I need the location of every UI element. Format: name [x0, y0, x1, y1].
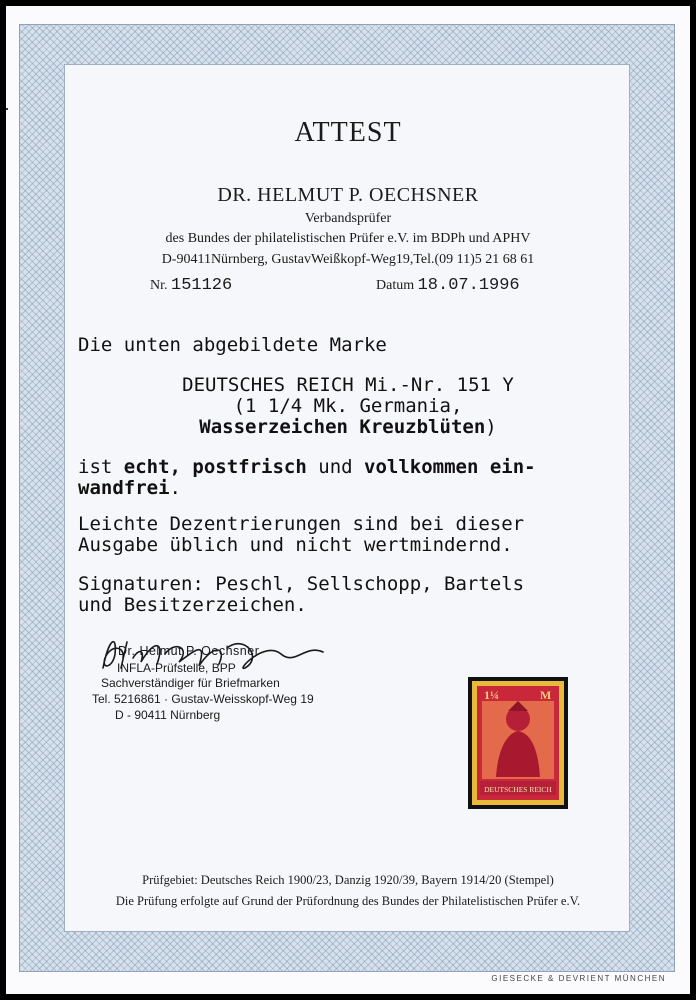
stamp-catalog-line: DEUTSCHES REICH Mi.-Nr. 151 Y	[182, 374, 514, 396]
verdict-perfect: vollkommen ein-	[364, 456, 536, 478]
verdict-and: und	[306, 456, 365, 478]
examiner-address: D-90411Nürnberg, GustavWeißkopf-Weg19,Tel.(09 11)5 21 68 61	[161, 252, 535, 267]
stamp-image	[468, 677, 568, 809]
verdict-comma: ,	[169, 456, 193, 478]
certificate-number	[150, 276, 232, 295]
verdict-flawless: wandfrei	[78, 477, 170, 499]
printer-imprint: GIESECKE & DEVRIENT MÜNCHEN	[491, 974, 666, 983]
examiner-name: DR. HELMUT P. OECHSNER	[217, 184, 479, 206]
signatures-line-2: und Besitzerzeichen.	[78, 594, 307, 616]
verdict-line-2	[78, 477, 181, 499]
examiner-role: Verbandsprüfer	[304, 211, 392, 226]
date-value: 18.07.1996	[417, 276, 520, 295]
stamp-watermark-line	[0, 416, 696, 438]
signatures-line-1: Signaturen: Peschl, Sellschopp, Bartels	[78, 573, 525, 595]
certificate-title: ATTEST	[294, 117, 402, 148]
examiner-association: des Bundes der philatelistischen Prüfer e.V. im BDPh und APHV	[165, 231, 531, 246]
verdict-period: .	[169, 477, 181, 499]
verdict-line-1	[78, 456, 536, 478]
stamp-value-left: 1¼	[484, 688, 499, 702]
edge-mark	[6, 108, 8, 110]
stamp-name: Dr. Helmut P. Oechsner	[118, 644, 260, 658]
note-line-2: Ausgabe üblich und nicht wertmindernd.	[78, 534, 513, 556]
verdict-mint: postfrisch	[192, 456, 307, 478]
stamp-line-2: Sachverständiger für Briefmarken	[101, 676, 280, 690]
stamp-inscription: DEUTSCHES REICH	[484, 785, 552, 794]
watermark-paren: )	[485, 416, 497, 438]
footer-regulation: Die Prüfung erfolgte auf Grund der Prüfordnung des Bundes der Philatelistischen Prüfer e.V.	[115, 894, 581, 908]
nr-label: Nr.	[150, 278, 168, 293]
date-label: Datum	[376, 278, 415, 293]
verdict-genuine: echt	[123, 456, 170, 478]
footer-scope: Prüfgebiet: Deutsches Reich 1900/23, Danzig 1920/39, Bayern 1914/20 (Stempel)	[142, 873, 554, 887]
stamp-value-right: M	[540, 688, 552, 702]
certificate-date	[376, 276, 520, 295]
watermark-text: Wasserzeichen Kreuzblüten	[199, 416, 486, 438]
intro-text: Die unten abgebildete Marke	[78, 334, 387, 356]
note-line-1: Leichte Dezentrierungen sind bei dieser	[78, 513, 525, 535]
stamp-description-line: (1 1/4 Mk. Germania,	[233, 395, 463, 417]
stamp-line-3: Tel. 5216861 · Gustav-Weisskopf-Weg 19	[92, 692, 314, 706]
nr-value: 151126	[171, 276, 233, 295]
stamp-line-1: INFLA-Prüfstelle, BPP	[117, 661, 236, 675]
stamp-line-4: D - 90411 Nürnberg	[115, 708, 221, 722]
verdict-text: ist	[78, 456, 124, 478]
